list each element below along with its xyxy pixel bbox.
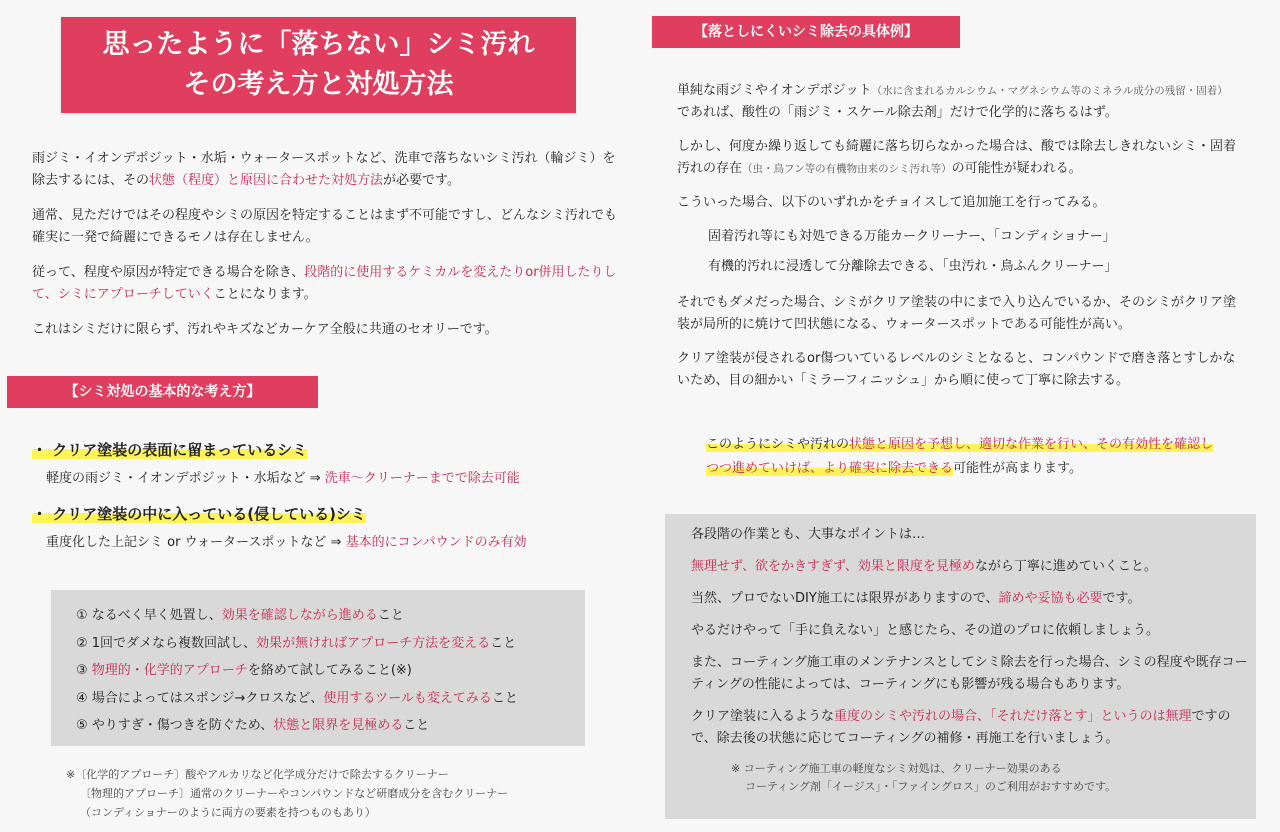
section-tag-examples: 【落としにくいシミ除去の具体例】 <box>652 16 960 48</box>
step-item: ② 1回でダメなら複数回試し、効果が無ければアプローチ方法を変えること <box>76 635 517 651</box>
example-paragraph-4: それでもダメだった場合、シミがクリア塗装の中にまで入り込んでいるか、そのシミがクリア塗装が局所的に焼けて凹状態になる、ウォータースポットである可能性が高い。 <box>677 295 1237 332</box>
emphasis-text: 段階的に使用するケミカルを変えたりor併用したりして、シミにアプローチしていく <box>32 265 617 302</box>
emphasis-text: 状態（程度）と原因に合わせた対処方法 <box>149 173 384 188</box>
points-box <box>665 514 1256 819</box>
intro-paragraph-3: 従って、程度や原因が特定できる場合を除き、段階的に使用するケミカルを変えたりor併用したりして、シミにアプローチしていくことになります。 <box>32 265 617 302</box>
page-title <box>61 17 576 113</box>
step-item: ④ 場合によってはスポンジ→クロスなど、使用するツールも変えてみること <box>76 690 518 706</box>
intro-paragraph-1: 雨ジミ・イオンデポジット・水垢・ウォータースポットなど、洗車で落ちないシミ汚れ（輪ジミ）を除去するには、その状態（程度）と原因に合わせた対処方法が必要です。 <box>32 151 616 188</box>
conclusion: このようにシミや汚れの状態と原因を予想し、適切な作業を行い、その有効性を確認しつつ進めていけば、より確実に除去できる可能性が高まります。 <box>706 437 1214 476</box>
intro-section <box>32 148 622 354</box>
coating-note: ※ コーティング施工車の軽度なシミ対処は、クリーナー効果のある コーティング剤「イージス」・「ファイングロス」のご利用がおすすめです。 <box>731 762 1117 793</box>
bullet-detail: 軽度の雨ジミ・イオンデポジット・水垢など ⇒ 洗車～クリーナーまでで除去可能 <box>46 471 520 486</box>
example-paragraph-5: クリア塗装が侵されるor傷ついているレベルのシミとなると、コンパウンドで磨き落とすしかないため、目の細かい「ミラーフィニッシュ」から順に使って丁寧に除去する。 <box>677 351 1236 388</box>
section-tag-basic: 【シミ対処の基本的な考え方】 <box>7 376 318 408</box>
example-paragraph-1: 単純な雨ジミやイオンデポジット（水に含まれるカルシウム・マグネシウム等のミネラル成分の残留・固着）であれば、酸性の「雨ジミ・スケール除去剤」だけで化学的に落ちるはず。 <box>677 83 1228 120</box>
step-item: ⑤ やりすぎ・傷つきを防ぐため、状態と限界を見極めること <box>76 718 430 733</box>
title-line-2: その考え方と対処方法 <box>183 69 454 100</box>
bullet-heading: ・ クリア塗装の中に入っている(侵している)シミ <box>32 505 366 523</box>
step-item: ① なるべく早く処置し、効果を確認しながら進めること <box>76 608 404 623</box>
point-item: クリア塗装に入るような重度のシミや汚れの場合、「それだけ落とす」というのは無理ですので、除去後の状態に応じてコーティングの補修・再施工を行いましょう。 <box>691 709 1231 746</box>
examples-section <box>677 80 1237 404</box>
steps-box <box>51 590 585 746</box>
step-item: ③ 物理的・化学的アプローチを絡めて試してみること(※) <box>76 663 412 678</box>
point-item: 当然、プロでないDIY施工には限界がありますので、諦めや妥協も必要です。 <box>691 591 1141 606</box>
example-item-conditioner: 固着汚れ等にも対処できる万能カークリーナー、「コンディショナー」 <box>708 229 1116 244</box>
intro-paragraph-4: これはシミだけに限らず、汚れやキズなどカーケア全般に共通のセオリーです。 <box>32 322 498 337</box>
basic-bullets <box>32 438 622 566</box>
bullet-detail: 重度化した上記シミ or ウォータースポットなど ⇒ 基本的にコンパウンドのみ有効 <box>46 535 527 550</box>
example-item-bug-cleaner: 有機的汚れに浸透して分離除去できる、「虫汚れ・鳥ふんクリーナー」 <box>708 259 1118 274</box>
point-item: また、コーティング施工車のメンテナンスとしてシミ除去を行った場合、シミの程度や既存コーティングの性能によっては、コーティングにも影響が残る場合もあります。 <box>691 655 1248 692</box>
point-item: 無理せず、欲をかきすぎず、効果と限度を見極めながら丁寧に進めていくこと。 <box>691 559 1157 574</box>
point-item: やるだけやって「手に負えない」と感じたら、その道のプロに依頼しましょう。 <box>691 623 1160 638</box>
intro-paragraph-2: 通常、見ただけではその程度やシミの原因を特定することはまず不可能ですし、どんなシミ汚れでも確実に一発で綺麗にできるモノは存在しません。 <box>32 208 618 245</box>
points-intro: 各段階の作業とも、大事なポイントは… <box>691 527 926 542</box>
footnote: ※〔化学的アプローチ〕酸やアルカリなど化学成分だけで除去するクリーナー 〔物理的アプローチ〕通常のクリーナーやコンパウンドなど研磨成分を含むクリーナー （コンディショナーのように両方の要素を持つものもあり） <box>66 768 509 819</box>
example-paragraph-2: しかし、何度か繰り返しても綺麗に落ち切らなかった場合は、酸では除去しきれないシミ・固着汚れの存在（虫・鳥フン等の有機物由来のシミ汚れ等）の可能性が疑われる。 <box>677 139 1237 176</box>
bullet-heading: ・ クリア塗装の表面に留まっているシミ <box>32 441 308 459</box>
title-line-1: 思ったように「落ちない」シミ汚れ <box>102 29 535 60</box>
example-paragraph-3: こういった場合、以下のいずれかをチョイスして追加施工を行ってみる。 <box>677 195 1106 210</box>
